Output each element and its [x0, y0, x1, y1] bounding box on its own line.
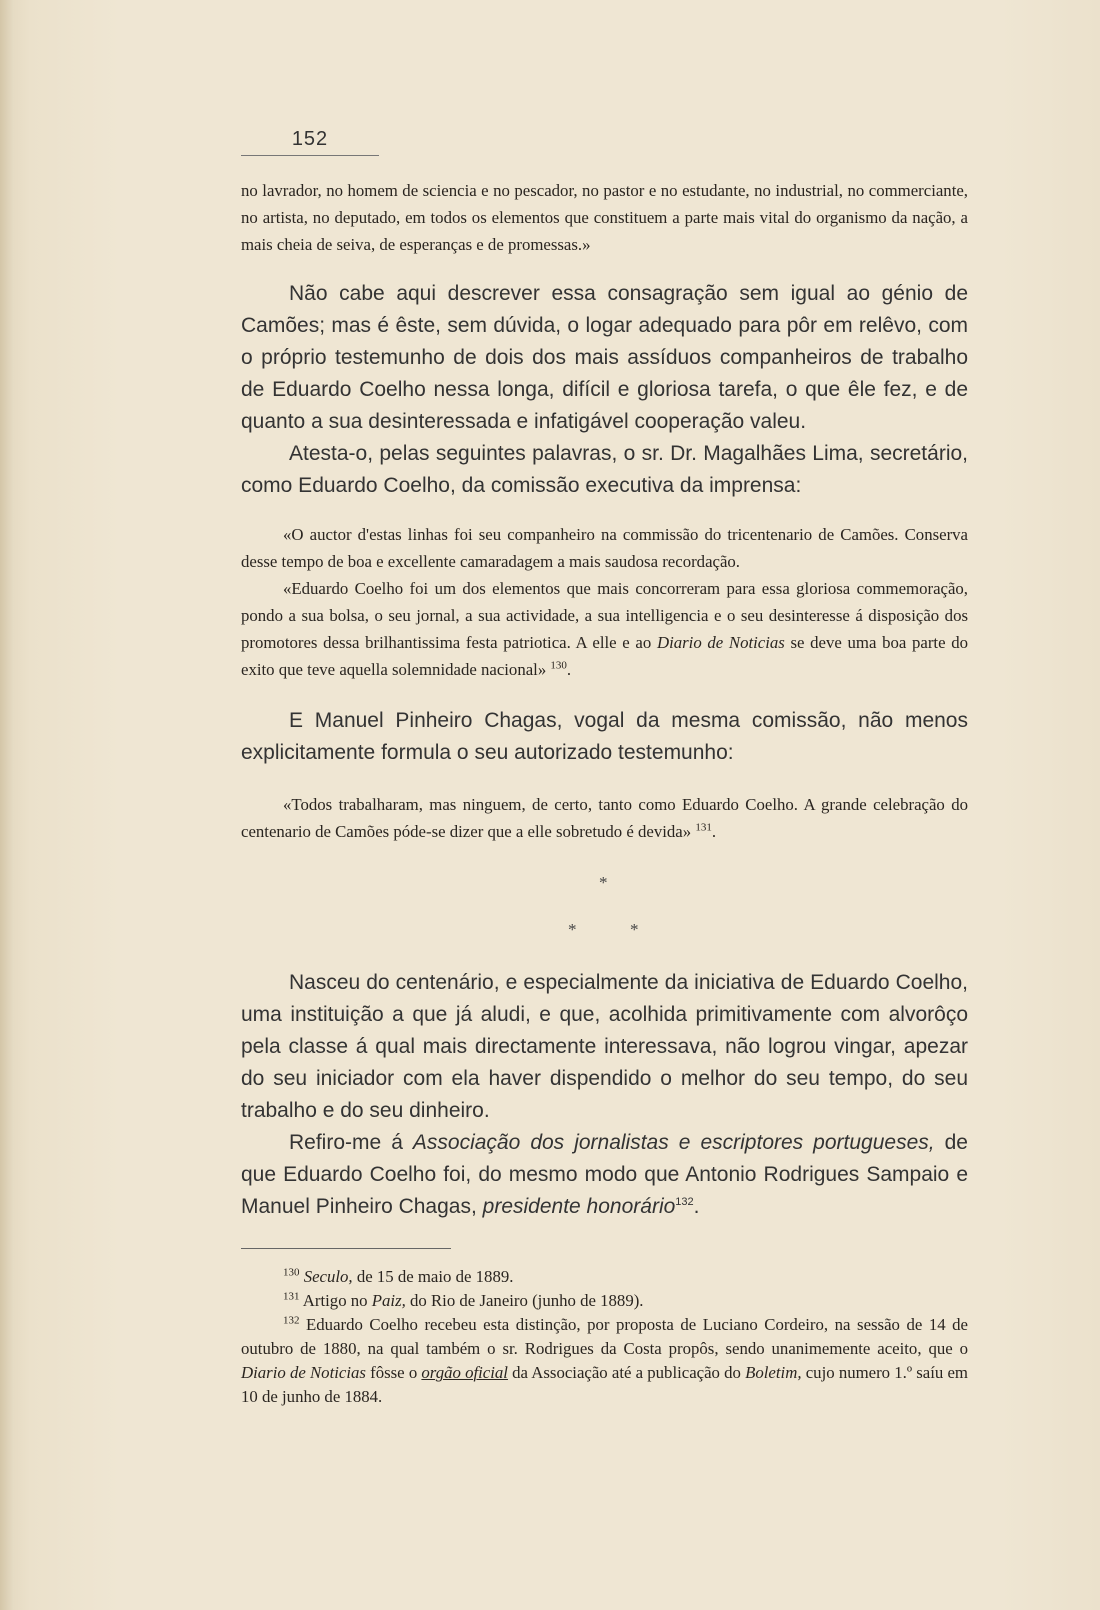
footnote-132-italic-2: orgão oficial: [421, 1363, 508, 1382]
quote1-text-a: «Eduardo Coelho foi um dos elementos que mais concorreram para essa gloriosa commemoração, pondo a sua bolsa, o seu jornal, a sua actividade, a sua intelligencia e o seu desinteresse á disposição dos promotores dessa brilhantissima festa patriotica. A elle e ao: [241, 579, 968, 652]
separator-star-left: *: [568, 920, 577, 939]
footnote-132-italic-3: Boletim,: [745, 1363, 802, 1382]
para5-end: .: [693, 1195, 700, 1218]
intro-quote-end: [241, 177, 968, 258]
quote2-end: .: [711, 822, 717, 841]
paragraph-1: Não cabe aqui descrever essa consagração sem igual ao génio de Camões; mas é êste, sem dúvida, o logar adequado para pôr em relêvo, com o próprio testemunho de dois dos mais assíduos companheiros de trabalho de Eduardo Coelho nessa longa, difícil e gloriosa tarefa, o que êle fez, e de quanto a sua desinteressada e infatigável cooperação valeu.: [241, 282, 968, 433]
quote-magalhaes-lima: [241, 521, 968, 683]
separator-star-top: *: [599, 873, 608, 892]
footnote-131-italic: Paiz,: [371, 1291, 406, 1310]
quote1-italic-title: Diario de Noticias: [656, 633, 785, 652]
footnote-132-italic-1: Diario de Noticias: [241, 1363, 366, 1382]
footnote-130-italic: Seculo,: [303, 1267, 353, 1286]
footnote-130-text: de 15 de maio de 1889.: [352, 1267, 514, 1286]
quote-pinheiro-chagas: [241, 791, 968, 845]
para5-italic-association: Associação dos jornalistas e escriptores portugueses,: [412, 1131, 935, 1154]
footnote-131-number: 131: [283, 1290, 300, 1303]
page-number: 152: [291, 128, 329, 150]
footnote-132-text-d: cujo numero 1.º saíu em 10 de junho de 1884.: [241, 1363, 968, 1406]
separator-star-right: *: [630, 920, 639, 939]
footnote-132-text-c: da Associação até a publicação do: [507, 1363, 746, 1382]
footnote-130: [241, 1265, 968, 1289]
para5-text-b: de que Eduardo Coelho foi, do mesmo modo que Antonio Rodrigues Sampaio e Manuel Pinheiro Chagas,: [241, 1131, 968, 1218]
body-section-3: [241, 967, 968, 1223]
para5-text-a: Refiro-me á: [289, 1131, 413, 1154]
footnote-131-text-b: do Rio de Janeiro (junho de 1889).: [405, 1291, 644, 1310]
footnote-131-text-a: Artigo no: [299, 1291, 372, 1310]
paragraph-5: [241, 1127, 968, 1223]
footnote-132: [241, 1313, 968, 1409]
footnote-130-number: 130: [283, 1266, 300, 1279]
page-edge: [0, 0, 14, 1610]
footnote-132-text-a: Eduardo Coelho recebeu esta distinção, por proposta de Luciano Cordeiro, na sessão de 14 de outubro de 1880, na qual também o sr. Rodrigues da Costa propôs, sendo unanimemente aceito, que o: [241, 1315, 968, 1358]
footnote-rule: [241, 1248, 451, 1249]
footnotes: [241, 1265, 968, 1409]
quote1-text-b: se deve uma boa parte do exito que teve aquella solemnidade nacional»: [241, 633, 968, 679]
quote1-end: .: [566, 660, 572, 679]
intro-quote-text: no lavrador, no homem de sciencia e no pescador, no pastor e no estudante, no industrial, no commerciante, no artista, no deputado, em todos os elementos que constituem a parte mais vital do organismo da nação, a mais cheia de seiva, de esperanças e de promessas.»: [241, 181, 968, 254]
quote1-paragraph-1: «O auctor d'estas linhas foi seu companheiro na commissão do tricentenario de Camões. Conserva desse tempo de boa e excellente camaradagem a mais saudosa recordação.: [241, 525, 968, 571]
paragraph-2: Atesta-o, pelas seguintes palavras, o sr. Dr. Magalhães Lima, secretário, como Eduardo Coelho, da comissão executiva da imprensa:: [241, 442, 968, 497]
body-section-2: [241, 705, 968, 769]
footnote-ref-131: 131: [695, 821, 712, 834]
quote1-paragraph-2: [241, 575, 968, 683]
paragraph-3: E Manuel Pinheiro Chagas, vogal da mesma comissão, não menos explicitamente formula o seu autorizado testemunho:: [241, 709, 968, 764]
para5-italic-title: presidente honorário: [482, 1195, 676, 1218]
footnote-132-number: 132: [283, 1314, 300, 1327]
page-number-rule: [241, 155, 379, 156]
footnote-ref-130: 130: [550, 659, 567, 672]
quote2-text: «Todos trabalharam, mas ninguem, de certo, tanto como Eduardo Coelho. A grande celebração do centenario de Camões póde-se dizer que a elle sobretudo é devida»: [241, 795, 968, 841]
body-section-1: [241, 278, 968, 502]
paragraph-4: Nasceu do centenário, e especialmente da iniciativa de Eduardo Coelho, uma instituição a que já aludi, e que, acolhida primitivamente com alvorôço pela classe á qual mais directamente interessava, não logrou vingar, apezar do seu iniciador com ela haver dispendido o melhor do seu tempo, do seu trabalho e do seu dinheiro.: [241, 971, 968, 1122]
footnote-132-text-b: fôsse o: [365, 1363, 422, 1382]
quote2-paragraph: [241, 791, 968, 845]
footnote-ref-132: 132: [675, 1196, 694, 1208]
footnote-131: [241, 1289, 968, 1313]
